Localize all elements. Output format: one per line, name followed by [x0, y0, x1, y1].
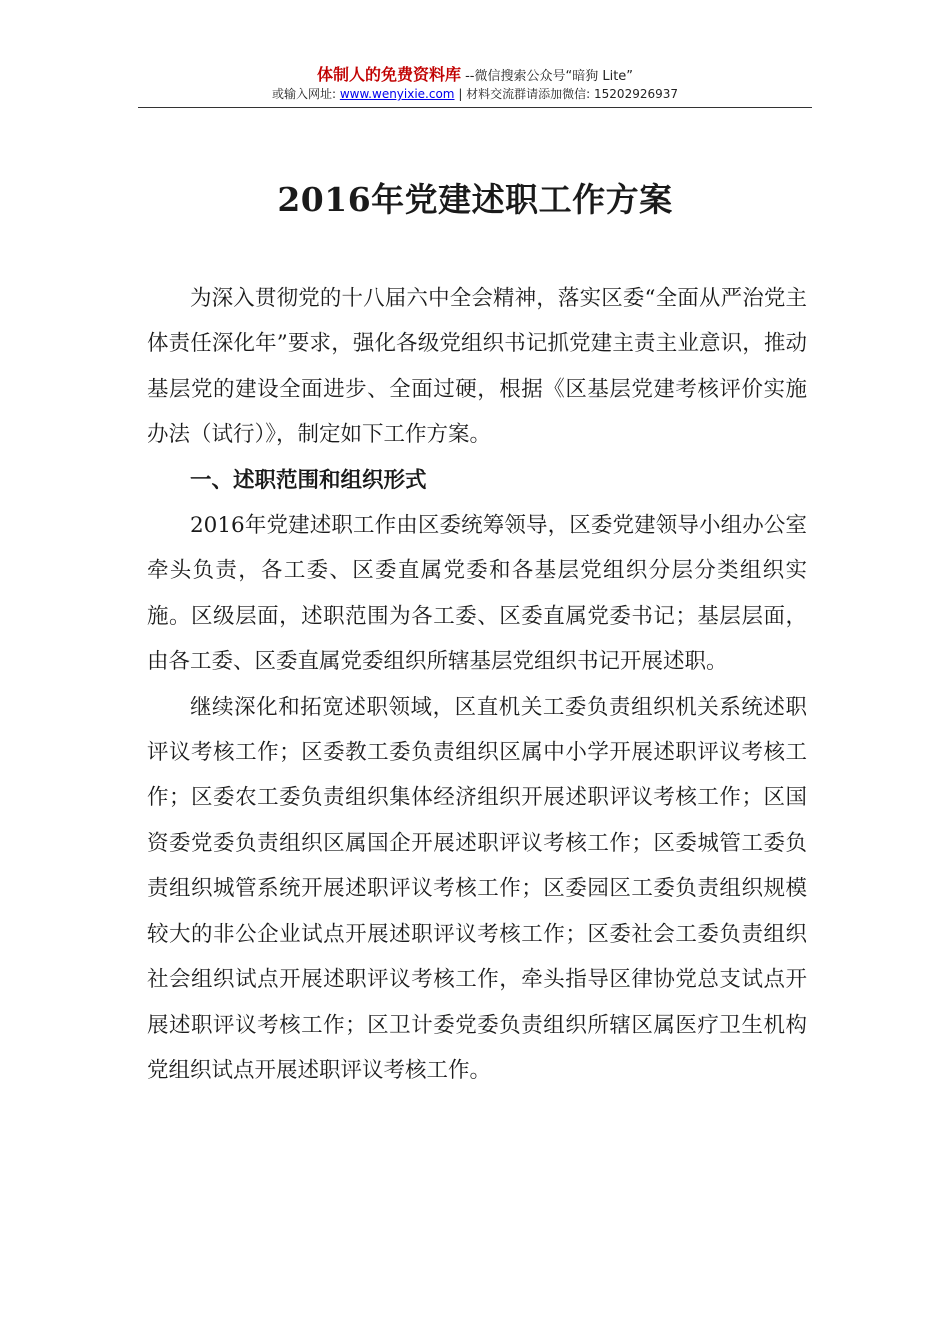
- url-prefix: 或输入网址:: [271, 87, 340, 101]
- brand-name: 体制人的免费资料库: [316, 65, 461, 84]
- header-line-2: [138, 86, 812, 103]
- intro-paragraph: 为深入贯彻党的十八届六中全会精神，落实区委“全面从严治党主体责任深化年”要求，强化各级党组织书记抓党建主责主业意识，推动基层党的建设全面进步、全面过硬，根据《区基层党建考核评价实施办法（试行）》，制定如下工作方案。: [147, 286, 807, 448]
- contact-info: | 材料交流群请添加微信: 15202926937: [454, 87, 679, 101]
- document-body: [147, 276, 807, 1093]
- header-divider: [138, 107, 812, 108]
- website-link[interactable]: www.wenyixie.com: [339, 87, 455, 101]
- section-1-paragraph-1: 2016年党建述职工作由区委统筹领导，区委党建领导小组办公室牵头负责，各工委、区委直属党委和各基层党组织分层分类组织实施。区级层面，述职范围为各工委、区委直属党委书记；基层层面，由各工委、区委直属党委组织所辖基层党组织书记开展述职。: [147, 513, 807, 675]
- header-line-1: [138, 66, 812, 86]
- section-1-heading: 一、述职范围和组织形式: [190, 467, 427, 493]
- header-tagline: --微信搜索公众号“暗狗 Lite”: [460, 69, 634, 84]
- document-title: 2016年党建述职工作方案: [277, 180, 673, 219]
- section-1-paragraph-2: 继续深化和拓宽述职领域，区直机关工委负责组织机关系统述职评议考核工作；区委教工委负责组织区属中小学开展述职评议考核工作；区委农工委负责组织集体经济组织开展述职评议考核工作；区国资委党委负责组织区属国企开展述职评议考核工作；区委城管工委负责组织城管系统开展述职评议考核工作；区委园区工委负责组织规模较大的非公企业试点开展述职评议考核工作；区委社会工委负责组织社会组织试点开展述职评议考核工作，牵头指导区律协党总支试点开展述职评议考核工作；区卫计委党委负责组织所辖区属医疗卫生机构党组织试点开展述职评议考核工作。: [147, 694, 807, 1083]
- page-header: [138, 66, 812, 103]
